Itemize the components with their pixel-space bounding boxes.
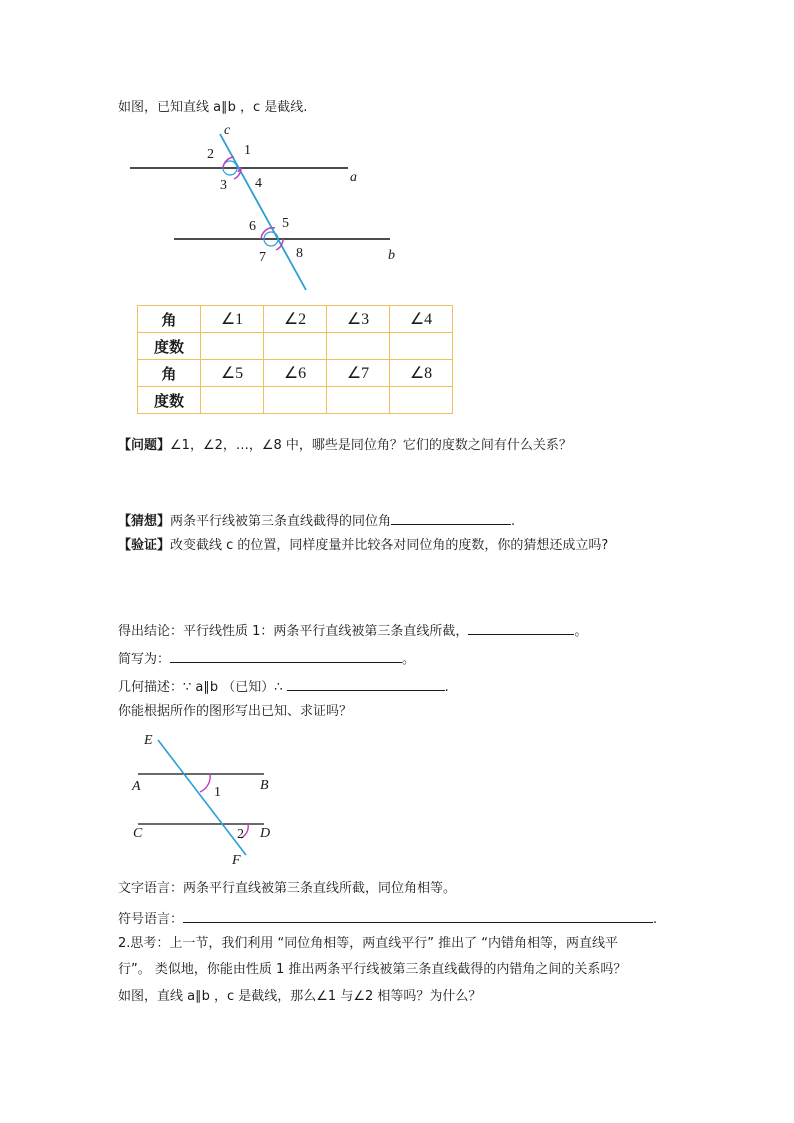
guess-line [118, 510, 515, 531]
label-C: C [133, 826, 143, 841]
conclusion-text: 得出结论：平行线性质 1：两条平行直线被第三条直线所截， [118, 624, 469, 639]
label-3: 3 [220, 178, 227, 193]
table-cell-input[interactable] [390, 333, 453, 360]
label-F: F [232, 853, 241, 868]
verify-line [118, 537, 608, 555]
angle-arc-1 [200, 774, 210, 792]
table-cell: ∠3 [327, 306, 390, 333]
label-6: 6 [249, 219, 256, 234]
conclusion-end: 。 [574, 624, 588, 639]
label-c: c [224, 123, 231, 138]
table-cell: 度数 [138, 387, 201, 414]
table-cell-input[interactable] [201, 387, 264, 414]
guess-end: . [511, 514, 516, 529]
geo-end: . [444, 680, 449, 695]
guess-text: 两条平行线被第三条直线截得的同位角 [170, 514, 392, 529]
guess-blank[interactable] [391, 510, 511, 525]
angle-table [137, 305, 453, 414]
label-E: E [144, 733, 153, 748]
table-row [138, 360, 453, 387]
table-row [138, 306, 453, 333]
table-cell: ∠7 [327, 360, 390, 387]
label-5: 5 [282, 216, 289, 231]
table-cell-input[interactable] [264, 333, 327, 360]
geo-blank[interactable] [287, 676, 445, 691]
geo-line [118, 676, 449, 697]
table-cell: ∠4 [390, 306, 453, 333]
angle-arc-2 [223, 157, 234, 168]
symbol-language-text: 符号语言： [118, 912, 184, 927]
parallel-lines-figure [120, 118, 420, 296]
table-cell: 度数 [138, 333, 201, 360]
table-cell: 角 [138, 306, 201, 333]
transversal-ef [158, 740, 246, 855]
question-line [118, 437, 572, 455]
label-1: 1 [214, 785, 221, 800]
table-row [138, 387, 453, 414]
table-cell: ∠6 [264, 360, 327, 387]
table-cell-input[interactable] [264, 387, 327, 414]
table-cell: ∠8 [390, 360, 453, 387]
table-cell: ∠2 [264, 306, 327, 333]
table-cell-input[interactable] [390, 387, 453, 414]
label-a: a [350, 170, 357, 185]
short-end: 。 [402, 652, 416, 667]
symbol-language-blank[interactable] [183, 908, 653, 923]
label-8: 8 [296, 246, 303, 261]
think-line-1: 2.思考：上一节，我们利用 “同位角相等，两直线平行” 推出了 “内错角相等，两直线平 [118, 936, 619, 951]
short-text: 简写为： [118, 652, 171, 667]
verify-text: 改变截线 c 的位置，同样度量并比较各对同位角的度数，你的猜想还成立吗? [170, 538, 609, 553]
word-language: 文字语言：两条平行直线被第三条直线所截，同位角相等。 [118, 881, 457, 896]
table-row [138, 333, 453, 360]
conclusion-blank[interactable] [468, 620, 574, 635]
label-A: A [132, 779, 141, 794]
question-text: ∠1，∠2，…，∠8 中，哪些是同位角？它们的度数之间有什么关系？ [170, 438, 572, 453]
label-b: b [388, 248, 395, 263]
label-B: B [260, 778, 269, 793]
symbol-language-end: . [653, 912, 658, 927]
geo-text: 几何描述：∵ a∥b （已知）∴ [118, 680, 287, 695]
parallel-lines-figure-2 [126, 728, 286, 870]
table-cell-input[interactable] [201, 333, 264, 360]
think-line-2: 行”。 类似地，你能由性质 1 推出两条平行线被第三条直线截得的内错角之间的关系吗？ [118, 962, 627, 977]
table-cell-input[interactable] [327, 387, 390, 414]
label-2: 2 [207, 147, 214, 162]
table-cell-input[interactable] [327, 333, 390, 360]
short-blank[interactable] [170, 648, 402, 663]
guess-tag: 【猜想】 [118, 514, 171, 529]
label-1: 1 [244, 143, 251, 158]
label-D: D [260, 826, 271, 841]
intro-text: 如图，已知直线 a∥b ，c 是截线. [118, 100, 308, 115]
symbol-language-line [118, 908, 657, 929]
think-line-3: 如图，直线 a∥b ，c 是截线，那么∠1 与∠2 相等吗？为什么？ [118, 989, 482, 1004]
verify-tag: 【验证】 [118, 538, 171, 553]
label-4: 4 [255, 176, 262, 191]
table-cell: ∠5 [201, 360, 264, 387]
label-2: 2 [237, 827, 244, 842]
ask-line: 你能根据所作的图形写出已知、求证吗？ [118, 704, 353, 719]
conclusion-line [118, 620, 587, 641]
table-cell: ∠1 [201, 306, 264, 333]
label-7: 7 [259, 250, 266, 265]
short-line [118, 648, 415, 669]
question-tag: 【问题】 [118, 438, 171, 453]
table-cell: 角 [138, 360, 201, 387]
